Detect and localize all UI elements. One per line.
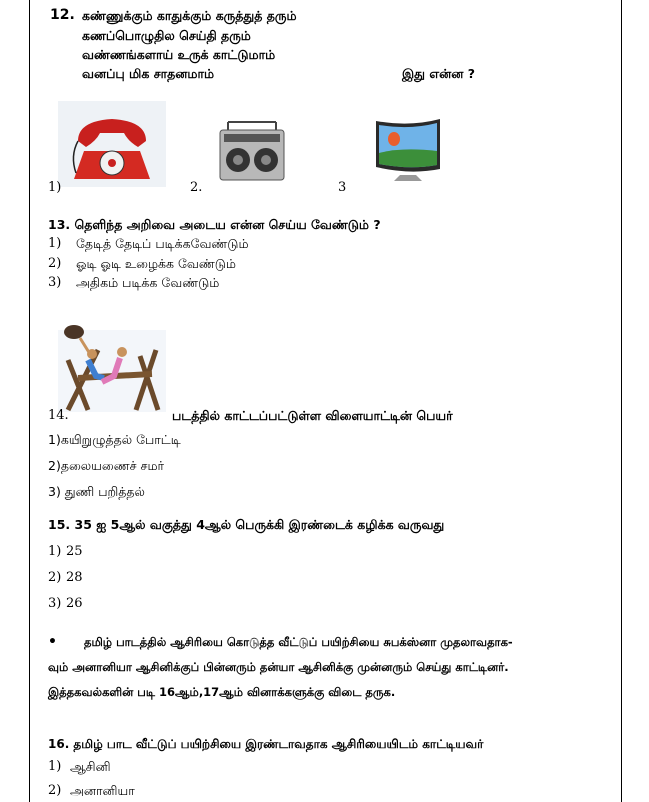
q13-option-3-text: அதிகம் படிக்க வேண்டும் bbox=[76, 275, 220, 290]
pillow-fight-image bbox=[58, 320, 166, 412]
q16-option-1-text: ஆசினி bbox=[70, 759, 111, 774]
q12-line-3: வண்ணங்களாய் உருக் காட்டுமாம் bbox=[82, 47, 276, 62]
right-margin-line bbox=[621, 0, 622, 802]
passage-line-2: வும் அனானியா ஆசினிக்குப் பின்னரும் தன்யா ஆசினிக்கு முன்னரும் செய்து காட்டினர். bbox=[48, 660, 509, 674]
q14-option-1: 1)கயிறுழுத்தல் போட்டி bbox=[48, 432, 181, 447]
q16-option-1-num: 1) bbox=[48, 759, 62, 774]
left-margin-line bbox=[29, 0, 30, 802]
q13-option-2-num: 2) bbox=[48, 256, 62, 271]
passage-line-1: தமிழ் பாடத்தில் ஆசிரியை கொடுத்த வீட்டுப் பயிற்சியை சுபக்ஸ்னா முதலாவதாக- bbox=[84, 635, 513, 649]
q16-question: 16. தமிழ் பாட வீட்டுப் பயிற்சியை இரண்டாவதாக ஆசிரியையிடம் காட்டியவர் bbox=[48, 737, 484, 751]
q12-line-4: வனப்பு மிக சாதனமாம் bbox=[82, 66, 215, 81]
q13-option-3-num: 3) bbox=[48, 275, 62, 290]
q12-option-2: 2. bbox=[190, 180, 203, 195]
q16-option-2-num: 2) bbox=[48, 783, 62, 798]
q12-option-3: 3 bbox=[338, 180, 347, 195]
q12-line-1: கண்ணுக்கும் காதுக்கும் கருத்துத் தரும் bbox=[82, 8, 297, 23]
q13-question: 13. தெளிந்த அறிவை அடைய என்ன செய்ய வேண்டும் ? bbox=[48, 217, 381, 232]
q12-line-2: கணப்பொழுதில செய்தி தரும் bbox=[82, 28, 251, 43]
television-image bbox=[372, 117, 442, 187]
q14-option-3: 3) துணி பறித்தல் bbox=[48, 484, 145, 499]
q15-question: 15. 35 ஐ 5ஆல் வகுத்து 4ஆல் பெருக்கி இரண்டைக் கழிக்க வருவது bbox=[48, 517, 445, 532]
q12-option-1: 1) bbox=[48, 180, 62, 195]
q15-option-1-num: 1) bbox=[48, 544, 62, 559]
q15-option-2-num: 2) bbox=[48, 570, 62, 585]
q12-question: இது என்ன ? bbox=[402, 66, 475, 81]
q15-option-3-num: 3) bbox=[48, 596, 62, 611]
q15-option-2-text: 28 bbox=[66, 570, 83, 585]
q14-option-2: 2)தலையணைச் சமர் bbox=[48, 458, 165, 473]
q15-option-1-text: 25 bbox=[66, 544, 83, 559]
q14-question: படத்தில் காட்டப்பட்டுள்ள விளையாட்டின் பெயர் bbox=[172, 408, 453, 423]
passage-line-3: இத்தகவல்களின் படி 16ஆம்,17ஆம் வினாக்களுக்கு விடை தருக. bbox=[48, 685, 396, 699]
q14-number: 14. bbox=[48, 408, 69, 423]
q12-number: 12. bbox=[50, 7, 75, 23]
q13-option-1-text: தேடித் தேடிப் படிக்கவேண்டும் bbox=[76, 236, 249, 251]
telephone-image bbox=[58, 101, 166, 187]
q15-option-3-text: 26 bbox=[66, 596, 83, 611]
q16-option-2-text: அனானியா bbox=[70, 783, 135, 798]
passage-bullet: • bbox=[48, 634, 57, 650]
q13-option-2-text: ஓடி ஓடி உழைக்க வேண்டும் bbox=[76, 256, 236, 271]
radio-image bbox=[218, 118, 286, 182]
q13-option-1-num: 1) bbox=[48, 236, 62, 251]
